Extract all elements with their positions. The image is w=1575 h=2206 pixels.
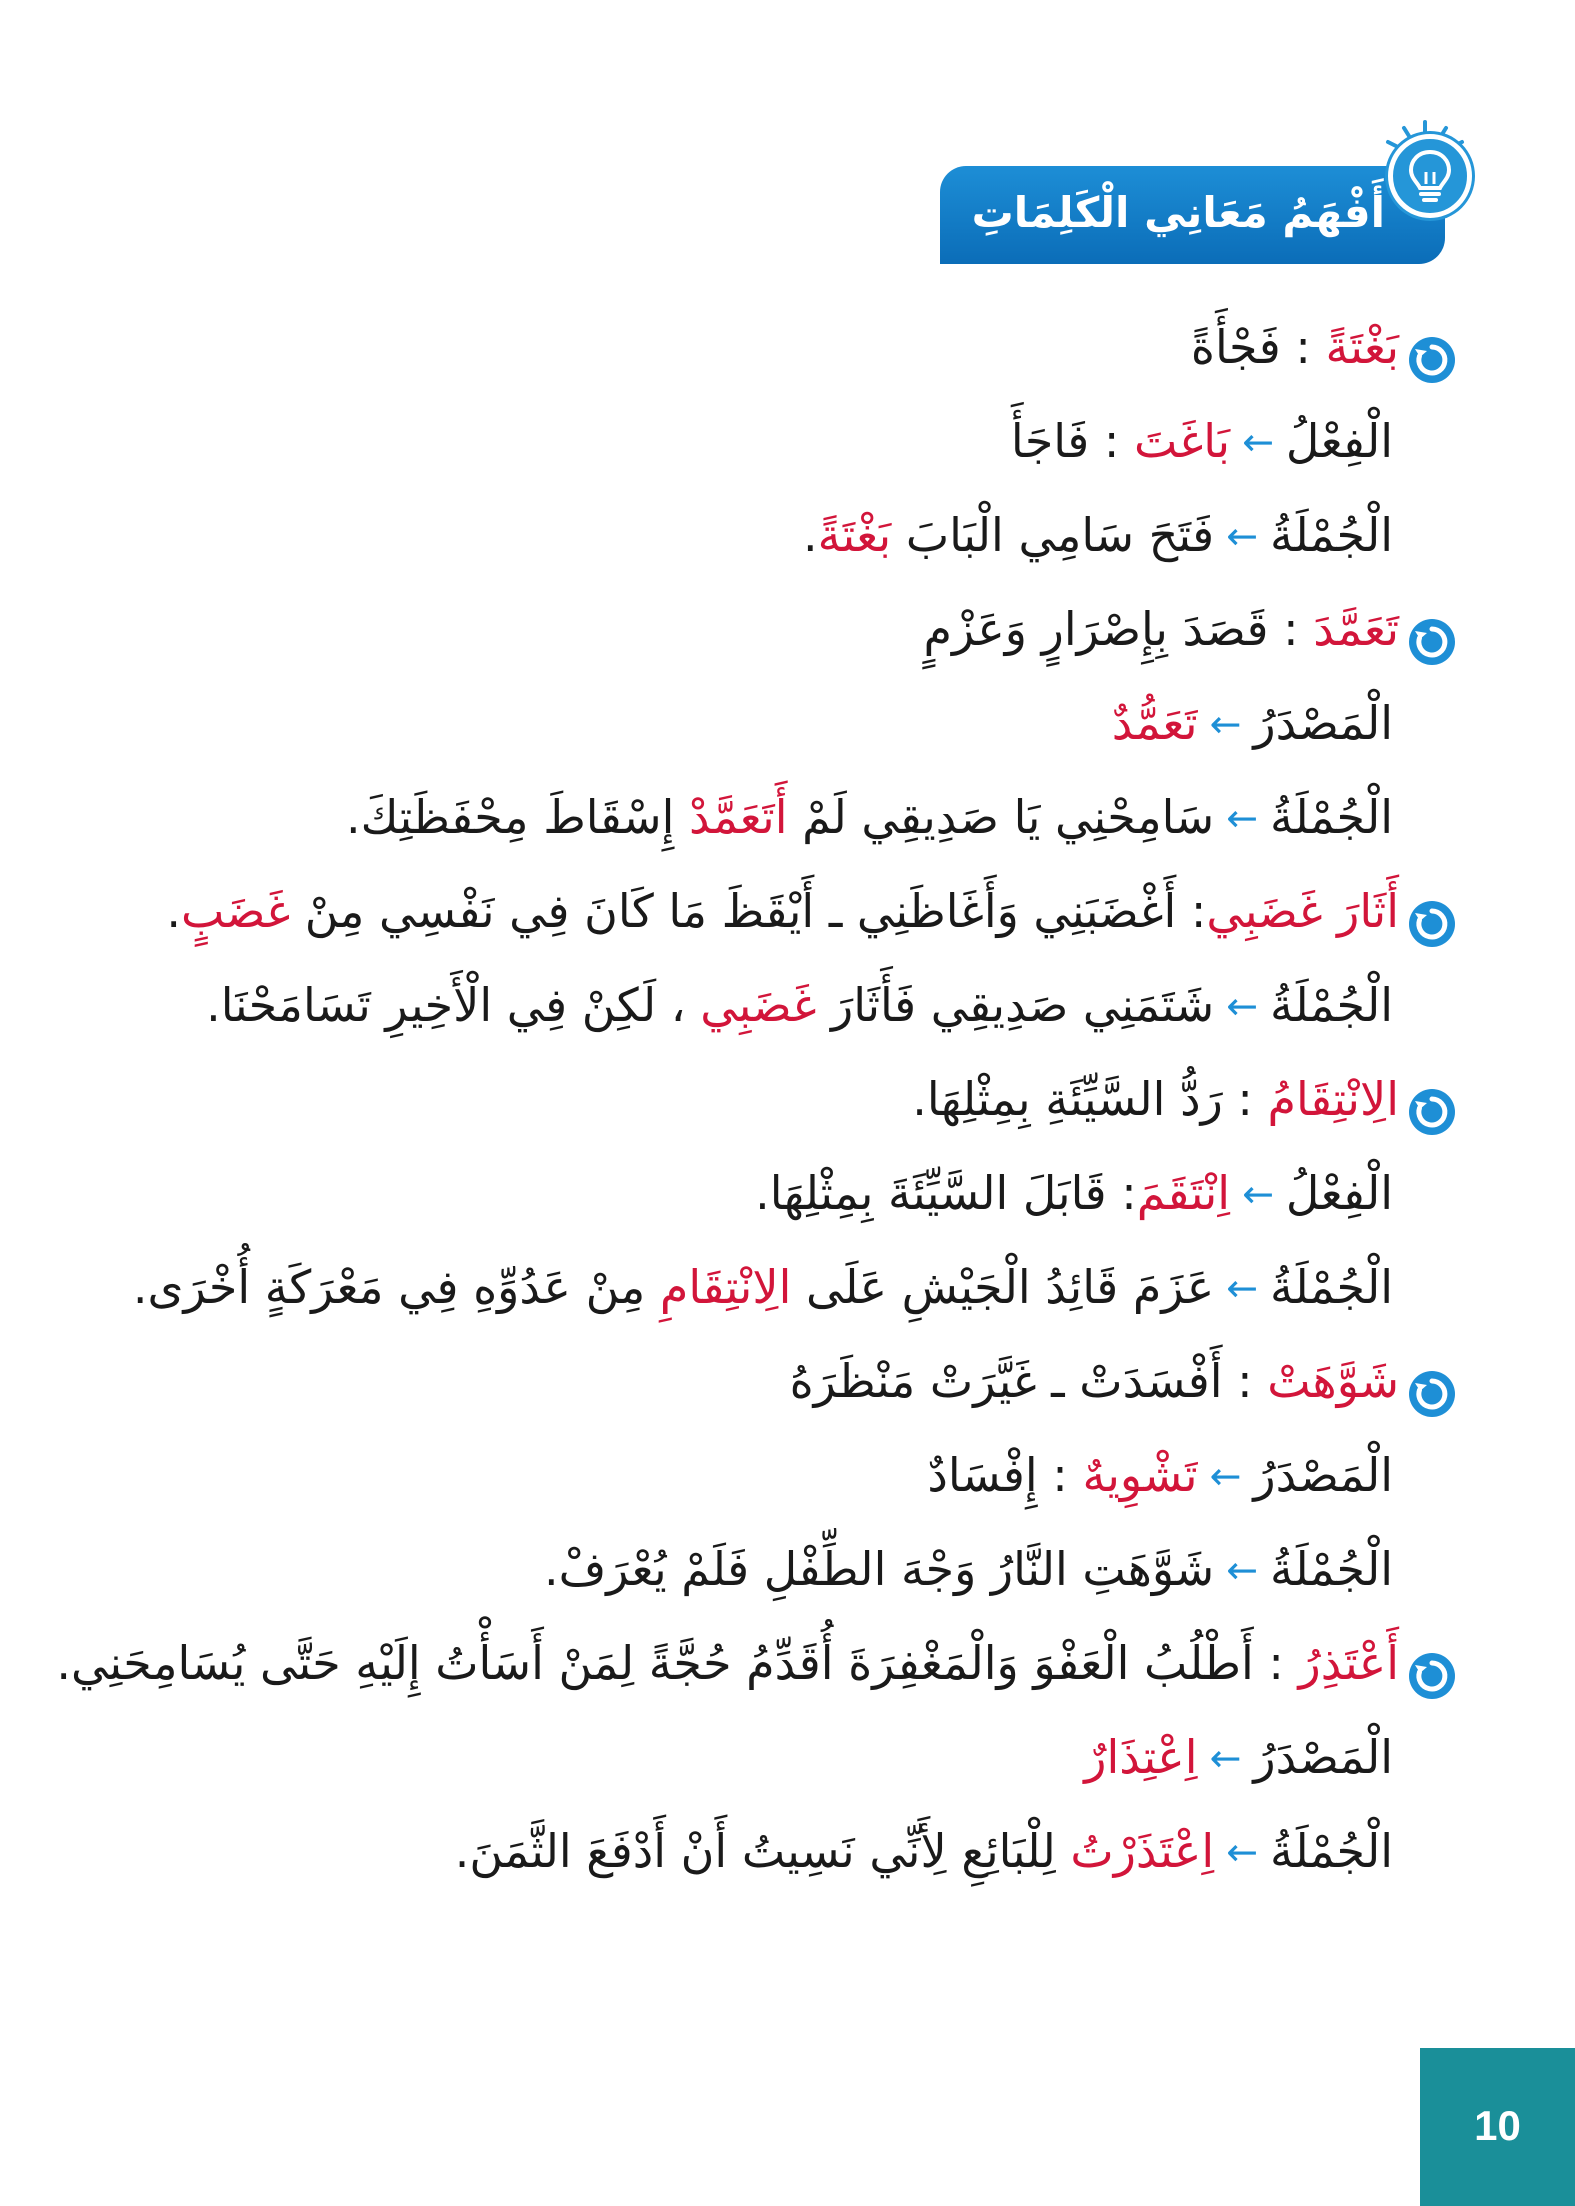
example-fragment: عَزَمَ قَائِدُ الْجَيْشِ عَلَى [791,1260,1215,1314]
arrow-left-icon: ← [1209,1736,1242,1780]
vocab-definition: : فَجْأَةً [1190,320,1326,374]
vocab-example-line [17,394,1457,488]
vocab-example-line [17,958,1457,1052]
example-fragment: فَتَحَ سَامِي الْبَابَ [891,508,1215,562]
arrow-left-icon: ← [1226,1830,1259,1874]
circular-arrow-icon [1407,886,1457,936]
example-fragment: بَاغَتَ [1134,414,1231,468]
arrow-left-icon: ← [1242,1172,1274,1216]
vocab-definition: : أَغْضَبَنِي وَأَغَاظَنِي ـ أَيْقَظَ مَا كَانَ فِي نَفْسِي مِنْ [290,884,1207,938]
example-fragment: تَعَمُّدٌ [1111,696,1198,750]
circular-arrow-icon [1407,1356,1457,1406]
vocab-example-line [17,1522,1457,1616]
vocab-definition: : أَفْسَدَتْ ـ غَيَّرَتْ مَنْظَرَهُ [789,1354,1268,1408]
example-fragment: شَتَمَنِي صَدِيقِي فَأَثَارَ [816,978,1215,1032]
example-label: الْجُمْلَةُ [1270,978,1393,1032]
circular-arrow-icon [1407,1638,1457,1688]
example-label: الْجُمْلَةُ [1270,1260,1393,1314]
example-fragment: لِلْبَائِعِ لِأَنِّي نَسِيتُ أَنْ أَدْفَعَ الثَّمَنَ. [454,1824,1071,1878]
vocab-term-line [17,582,1457,676]
example-fragment: إِسْقَاطَ مِحْفَظَتِكَ. [345,790,689,844]
example-fragment: ، لَكِنْ فِي الْأَخِيرِ تَسَامَحْنَا. [206,978,701,1032]
arrow-left-icon: ← [1226,796,1259,840]
arrow-left-icon: ← [1226,1266,1259,1310]
lightbulb-badge [1388,134,1472,218]
vocab-example-line [17,488,1457,582]
vocab-example-line [17,1428,1457,1522]
vocab-term: الِانْتِقَامُ [1267,1072,1399,1126]
example-label: الْجُمْلَةُ [1270,1542,1393,1596]
vocab-term-line [17,300,1457,394]
example-fragment: . [803,508,818,562]
vocab-term-line [17,1334,1457,1428]
example-label: الْمَصْدَرُ [1253,1448,1393,1502]
example-label: الْجُمْلَةُ [1270,790,1393,844]
arrow-left-icon: ← [1226,984,1259,1028]
vocab-example-line [17,1240,1457,1334]
example-fragment: : فَاجَأَ [1010,414,1135,468]
example-label: الْفِعْلُ [1285,414,1393,468]
vocab-example-line [17,770,1457,864]
example-fragment: شَوَّهَتِ النَّارُ وَجْهَ الطِّفْلِ فَلَمْ يُعْرَفْ. [543,1542,1215,1596]
example-fragment: مِنْ عَدُوِّهِ فِي مَعْرَكَةٍ أُخْرَى. [132,1260,660,1314]
example-fragment: الِانْتِقَامِ [659,1260,792,1314]
example-label: الْمَصْدَرُ [1253,1730,1393,1784]
vocab-example-line [17,1710,1457,1804]
example-fragment: سَامِحْنِي يَا صَدِيقِي لَمْ [787,790,1215,844]
arrow-left-icon: ← [1209,702,1242,746]
arrow-left-icon: ← [1209,1454,1242,1498]
vocab-term: شَوَّهَتْ [1267,1354,1399,1408]
example-fragment: : إِفْسَادٌ [927,1448,1083,1502]
lightbulb-icon [1404,148,1456,204]
example-fragment: : قَابَلَ السَّيِّئَةَ بِمِثْلِهَا. [755,1166,1137,1220]
vocab-term: أَثَارَ غَضَبِي [1206,884,1399,938]
vocab-example-line [17,1804,1457,1898]
vocab-example-line [17,676,1457,770]
definition-fragment: غَضَبٍ [181,884,291,938]
vocab-term: تَعَمَّدَ [1313,602,1399,656]
example-fragment: اِعْتِذَارٌ [1084,1730,1198,1784]
example-fragment: غَضَبِي [700,978,817,1032]
circular-arrow-icon [1407,604,1457,654]
example-fragment: بَغْتَةً [817,508,892,562]
example-fragment: أَتَعَمَّدْ [688,790,788,844]
example-label: الْجُمْلَةُ [1270,1824,1393,1878]
example-fragment: اِعْتَذَرْتُ [1070,1824,1215,1878]
vocab-term-line [17,864,1457,958]
vocab-definition: : قَصَدَ بِإِصْرَارٍ وَعَزْمٍ [923,602,1314,656]
example-fragment: تَشْوِيهٌ [1082,1448,1198,1502]
example-label: الْفِعْلُ [1285,1166,1393,1220]
circular-arrow-icon [1407,1074,1457,1124]
vocab-example-line [17,1146,1457,1240]
arrow-left-icon: ← [1242,420,1274,464]
page-number: 10 [1474,2102,1521,2149]
arrow-left-icon: ← [1226,514,1259,558]
definition-fragment: . [166,884,182,938]
example-fragment: اِنْتَقَمَ [1136,1166,1231,1220]
vocab-term-line [17,1052,1457,1146]
vocab-term: أَعْتَذِرُ [1298,1636,1399,1690]
circular-arrow-icon [1407,322,1457,372]
vocab-definition: : أَطْلُبُ الْعَفْوَ وَالْمَغْفِرَةَ أُقَدِّمُ حُجَّةً لِمَنْ أَسَأْتُ إِلَيْهِ حَتَّى يُسَامِحَنِي. [56,1636,1299,1690]
vocab-term-line [17,1616,1457,1710]
vocab-term: بَغْتَةً [1325,320,1399,374]
arrow-left-icon: ← [1226,1548,1259,1592]
page-number-tab [1420,2048,1575,2206]
example-label: الْمَصْدَرُ [1253,696,1393,750]
example-label: الْجُمْلَةُ [1270,508,1393,562]
section-title: أَفْهَمُ مَعَانِي الْكَلِمَاتِ [971,188,1385,237]
vocab-definition: : رَدُّ السَّيِّئَةِ بِمِثْلِهَا. [912,1072,1268,1126]
vocabulary-list [17,300,1457,1898]
section-header-banner [940,166,1445,264]
